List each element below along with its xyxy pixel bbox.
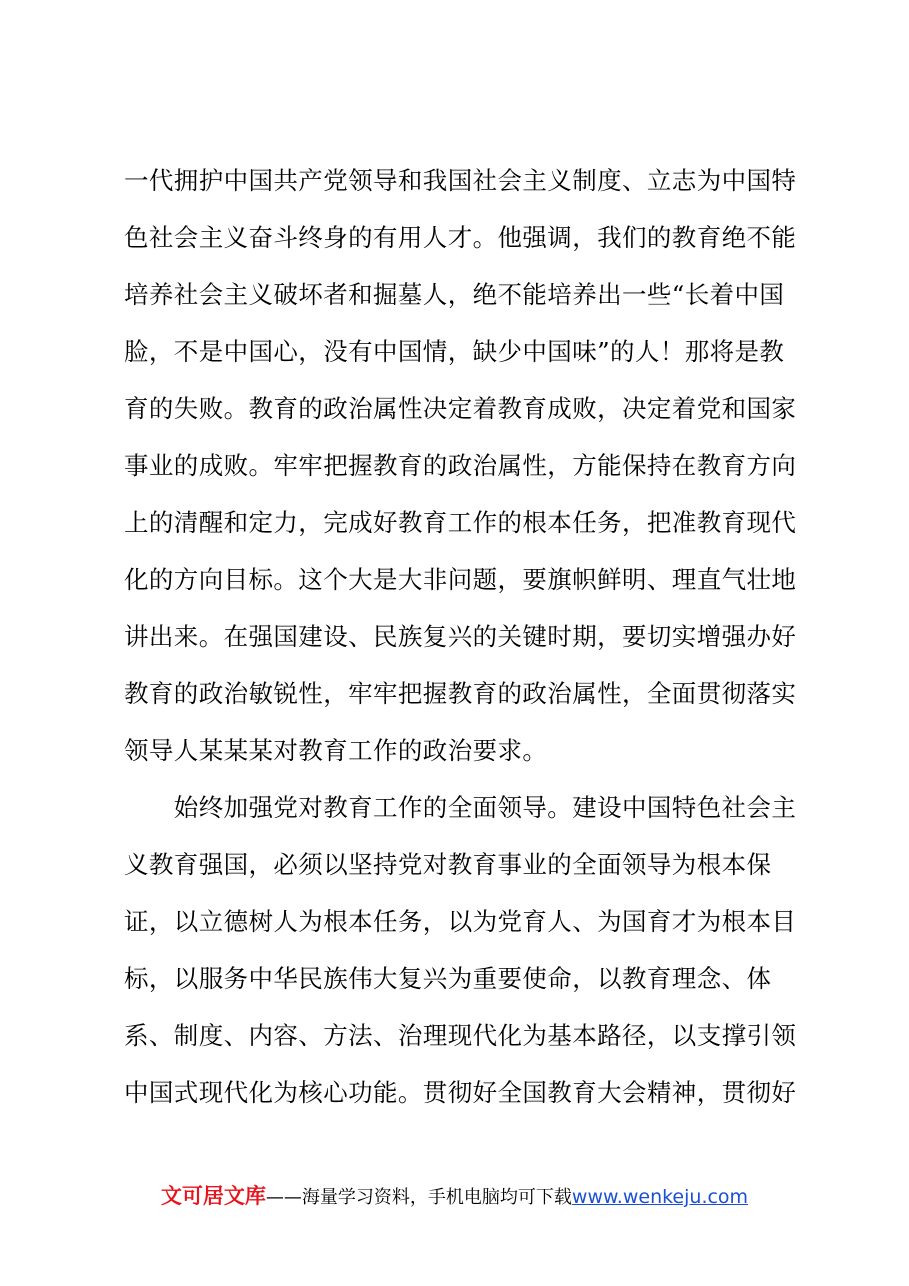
text-line: 一代拥护中国共产党领导和我国社会主义制度、立志为中国特 bbox=[124, 166, 797, 195]
text-line: 讲出来。在强国建设、民族复兴的关键时期，要切实增强办好 bbox=[124, 622, 797, 651]
text-line: 证，以立德树人为根本任务，以为党育人、为国育才为根本目 bbox=[124, 907, 797, 936]
text-line: 化的方向目标。这个大是大非问题，要旗帜鲜明、理直气壮地 bbox=[124, 565, 797, 594]
footer-tagline: ——海量学习资料，手机电脑均可下载 bbox=[265, 1187, 572, 1208]
text-line: 色社会主义奋斗终身的有用人才。他强调，我们的教育绝不能 bbox=[124, 223, 797, 252]
text-line: 脸，不是中国心，没有中国情，缺少中国味”的人！那将是教 bbox=[124, 337, 785, 366]
text-line: 上的清醒和定力，完成好教育工作的根本任务，把准教育现代 bbox=[124, 508, 797, 537]
text-line: 标，以服务中华民族伟大复兴为重要使命，以教育理念、体 bbox=[124, 964, 772, 993]
text-line: 培养社会主义破坏者和掘墓人，绝不能培养出一些“长着中国 bbox=[124, 280, 785, 309]
text-line: 领导人某某某对教育工作的政治要求。 bbox=[124, 736, 548, 765]
text-line: 义教育强国，必须以坚持党对教育事业的全面领导为根本保 bbox=[124, 850, 772, 879]
text-line: 始终加强党对教育工作的全面领导。建设中国特色社会主 bbox=[124, 793, 797, 822]
footer-website-link[interactable]: www.wenkeju.com bbox=[571, 1186, 749, 1208]
text-line: 事业的成败。牢牢把握教育的政治属性，方能保持在教育方向 bbox=[124, 451, 797, 480]
text-line: 中国式现代化为核心功能。贯彻好全国教育大会精神，贯彻好 bbox=[124, 1078, 797, 1107]
footer-brand: 文可居文库 bbox=[160, 1184, 266, 1208]
text-line: 育的失败。教育的政治属性决定着教育成败，决定着党和国家 bbox=[124, 394, 797, 423]
text-line: 系、制度、内容、方法、治理现代化为基本路径，以支撑引领 bbox=[124, 1021, 797, 1050]
text-line: 教育的政治敏锐性，牢牢把握教育的政治属性，全面贯彻落实 bbox=[124, 679, 797, 708]
page-footer bbox=[0, 1180, 909, 1210]
body-text bbox=[124, 152, 804, 1121]
